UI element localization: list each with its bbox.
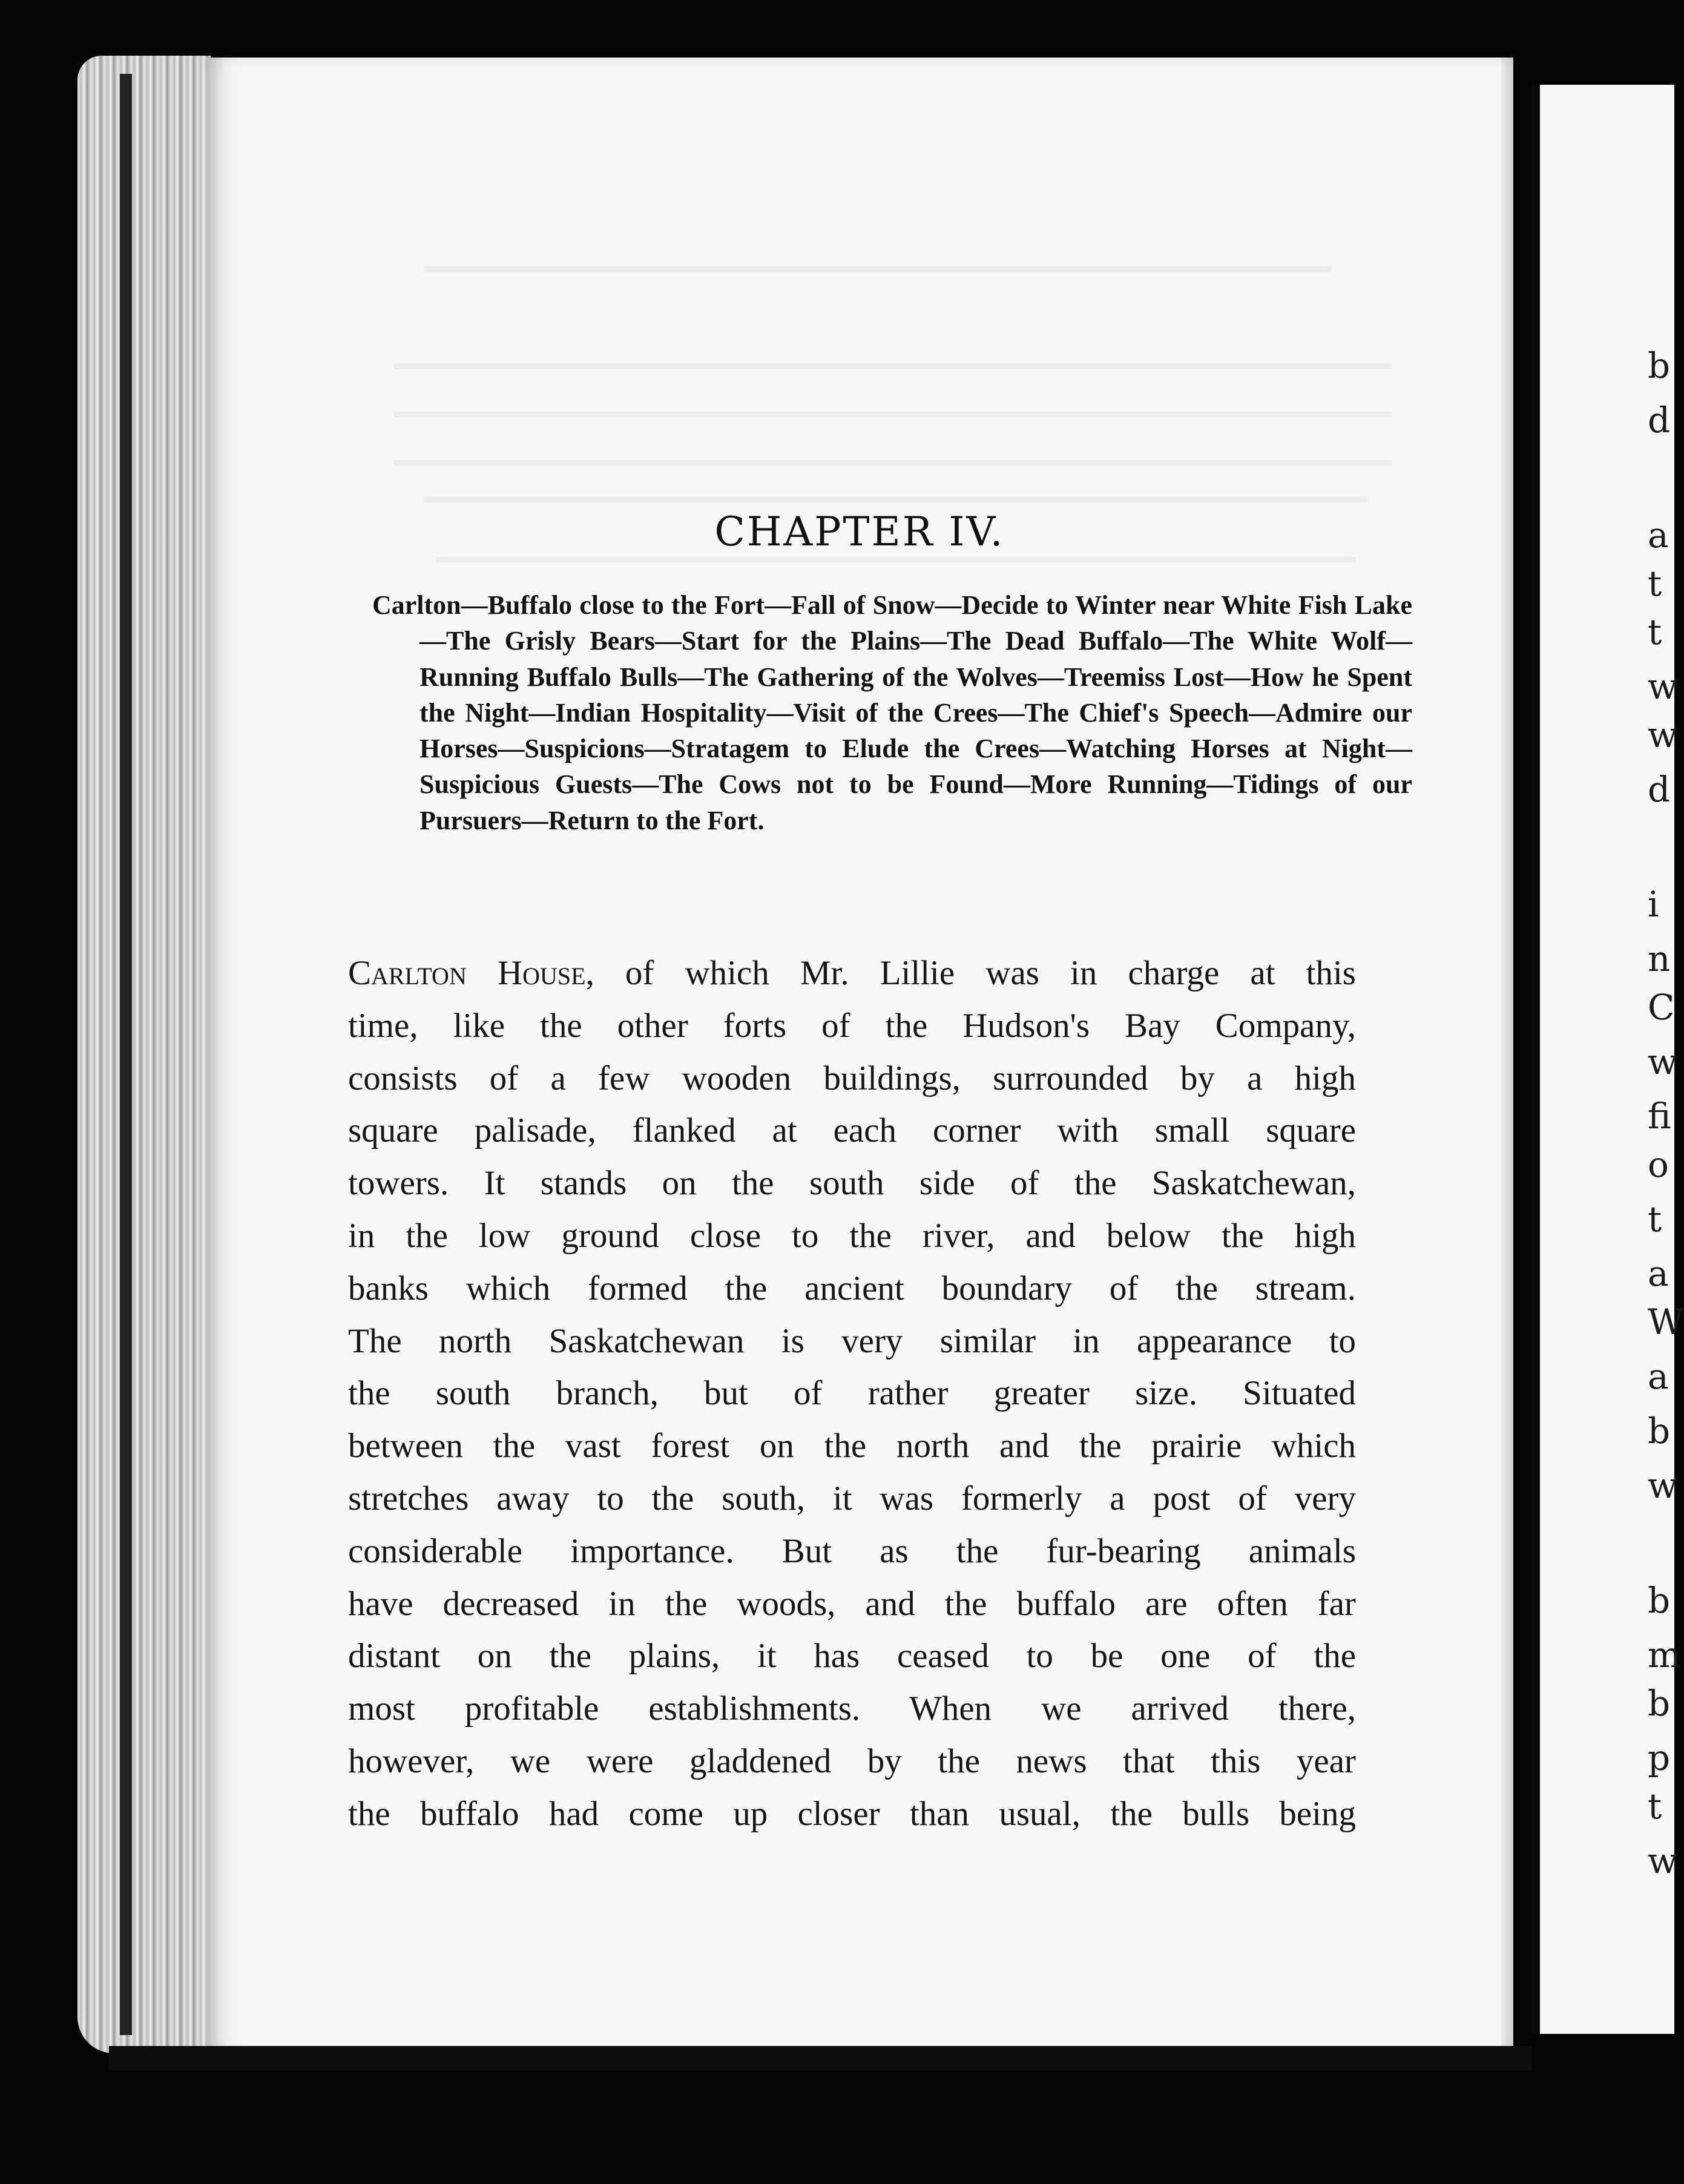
body-line: square palisade, flanked at each corner with small square <box>348 1111 1356 1150</box>
facing-fragment: w <box>1648 1465 1678 1506</box>
facing-fragment: a <box>1648 1253 1669 1294</box>
facing-fragment: d <box>1648 400 1671 441</box>
body-line: in the low ground close to the river, and below the high <box>348 1216 1356 1255</box>
facing-fragment: o <box>1648 1144 1669 1185</box>
facing-fragment: t <box>1648 611 1662 653</box>
facing-fragment: a <box>1648 1356 1669 1397</box>
facing-fragment: d <box>1648 769 1671 810</box>
body-line: distant on the plains, it has ceased to be one of the <box>348 1637 1356 1676</box>
body-line: towers. It stands on the south side of the Saskatchewan, <box>348 1164 1356 1203</box>
body-line: considerable importance. But as the fur-bearing animals <box>348 1531 1356 1570</box>
facing-fragment: fi <box>1648 1096 1671 1137</box>
bleed-through-line <box>436 557 1356 563</box>
lead-smallcaps: Carlton House <box>348 954 586 992</box>
bleed-through-line <box>393 460 1392 466</box>
body-line: stretches away to the south, it was formerly a post of very <box>348 1479 1356 1518</box>
body-line: have decreased in the woods, and the buffalo are often far <box>348 1584 1356 1623</box>
bleed-through-line <box>424 266 1332 272</box>
facing-fragment: b <box>1648 1683 1671 1724</box>
body-line: however, we were gladdened by the news that this year <box>348 1742 1356 1780</box>
facing-fragment: w <box>1648 1840 1678 1881</box>
bleed-through-line <box>393 363 1392 369</box>
facing-page <box>1531 85 1684 2034</box>
facing-fragment: t <box>1648 563 1662 604</box>
facing-fragment: b <box>1648 345 1671 386</box>
facing-fragment: t <box>1648 1786 1662 1827</box>
facing-fragment: W <box>1648 1301 1684 1343</box>
facing-fragment: w <box>1648 666 1678 707</box>
body-line-text: , of which Mr. Lillie was in charge at this <box>585 954 1356 992</box>
book-page-edges <box>77 56 211 2053</box>
body-paragraph <box>348 947 1356 1841</box>
facing-fragment: t <box>1648 1199 1662 1240</box>
facing-fragment: n <box>1648 938 1671 979</box>
body-line: time, like the other forts of the Hudson's Bay Company, <box>348 1006 1356 1045</box>
body-line: the buffalo had come up closer than usual, the bulls being <box>348 1794 1356 1833</box>
facing-fragment: b <box>1648 1410 1671 1452</box>
body-line: the south branch, but of rather greater size. Situated <box>348 1374 1356 1413</box>
body-line: most profitable establishments. When we arrived there, <box>348 1689 1356 1728</box>
facing-fragment: w <box>1648 714 1678 755</box>
page-bottom-shadow <box>109 2046 1531 2070</box>
gutter-shadow <box>1501 58 1531 2055</box>
body-line <box>348 947 1356 1000</box>
body-line: between the vast forest on the north and the prairie which <box>348 1427 1356 1465</box>
bleed-through-line <box>424 496 1368 502</box>
facing-fragment: w <box>1648 1041 1678 1082</box>
facing-fragment: m <box>1648 1634 1681 1676</box>
facing-fragment: i <box>1648 884 1659 925</box>
facing-fragment: C <box>1648 987 1675 1028</box>
body-line: The north Saskatchewan is very similar in appearance to <box>348 1321 1356 1360</box>
facing-fragment: a <box>1648 515 1669 556</box>
facing-fragment: p <box>1648 1737 1671 1778</box>
facing-fragment: b <box>1648 1580 1671 1621</box>
bleed-through-line <box>393 412 1392 418</box>
chapter-title: CHAPTER IV. <box>714 508 1005 555</box>
body-line: consists of a few wooden buildings, surrounded by a high <box>348 1059 1356 1097</box>
body-line: banks which formed the ancient boundary of the stream. <box>348 1269 1356 1307</box>
chapter-summary: Carlton—Buffalo close to the Fort—Fall of Snow—Decide to Winter near White Fish Lake—The Grisly Bears—Start for the Plains—The Dead Buffalo—The White Wolf—Running Buffalo Bulls—The Gathering of the Wolves—Treemiss Lost—How he Spent the Night—Indian Hospitality—Visit of the Crees—The Chief's Speech—Admire our Horses—Suspicions—Stratagem to Elude the Crees—Watching Horses at Night—Suspicious Guests—The Cows not to be Found—More Running—Tidings of our Pursuers—Return to the Fort. <box>372 590 1412 835</box>
